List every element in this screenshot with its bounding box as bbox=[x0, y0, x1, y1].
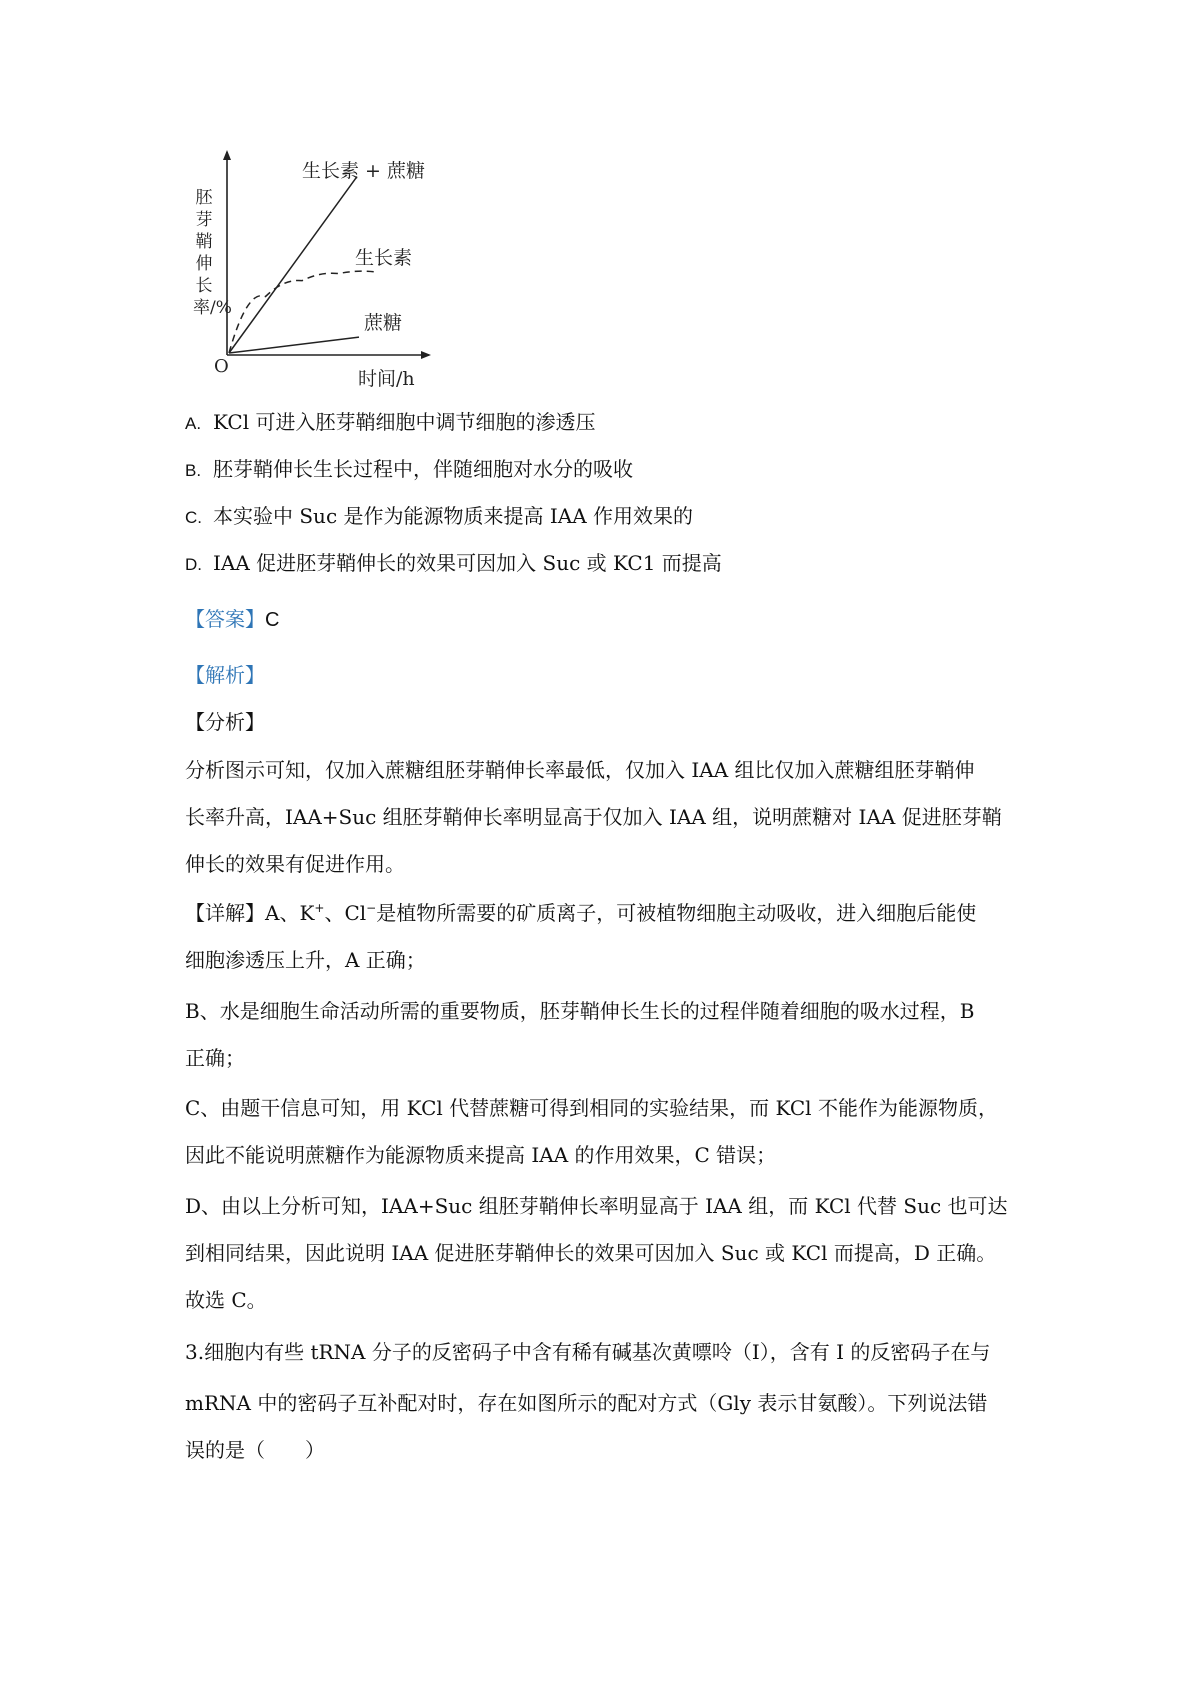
detail-a-part3: 是植物所需要的矿质离子，可被植物细胞主动吸收，进入细胞后能使 bbox=[376, 901, 977, 925]
detail-a-sup2: − bbox=[366, 901, 377, 915]
answer-value: C bbox=[265, 609, 280, 631]
series-line-2 bbox=[229, 271, 375, 353]
fenxi-line-3: 伸长的效果有促进作用。 bbox=[185, 852, 405, 876]
detail-a-sup1: + bbox=[314, 901, 325, 915]
option-c-text: 本实验中 Suc 是作为能源物质来提高 IAA 作用效果的 bbox=[213, 504, 693, 528]
series-label-sucrose: 蔗糖 bbox=[364, 312, 403, 334]
question3-line-1: 3.细胞内有些 tRNA 分子的反密码子中含有稀有碱基次黄嘌呤（I），含有 I 的反密码子在与 bbox=[185, 1340, 991, 1364]
option-b-text: 胚芽鞘伸长生长过程中，伴随细胞对水分的吸收 bbox=[213, 457, 633, 481]
series-label-auxin-sucrose: 生长素 + 蔗糖 bbox=[302, 160, 425, 182]
answer-label: 【答案】 bbox=[185, 607, 265, 631]
option-a bbox=[185, 408, 595, 438]
option-d-key: D. bbox=[185, 555, 202, 574]
option-b bbox=[185, 455, 633, 485]
fenxi-line-2: 长率升高，IAA+Suc 组胚芽鞘伸长率明显高于仅加入 IAA 组，说明蔗糖对 IAA 促进胚芽鞘 bbox=[185, 805, 1002, 829]
answer-line bbox=[185, 605, 279, 634]
detail-heading: 【详解】 bbox=[185, 901, 265, 925]
question3-line-3: 误的是（ ） bbox=[185, 1438, 325, 1462]
detail-b-line-2: 正确； bbox=[185, 1046, 245, 1070]
detail-c-line-1: C、由题干信息可知，用 KCl 代替蔗糖可得到相同的实验结果，而 KCl 不能作为能源物质， bbox=[185, 1096, 998, 1120]
x-axis-arrow-icon bbox=[421, 351, 431, 359]
series-line-1 bbox=[229, 177, 357, 353]
analysis-heading: 【解析】 bbox=[185, 663, 265, 687]
detail-a-part1: A、K bbox=[265, 901, 315, 925]
detail-conclusion: 故选 C。 bbox=[185, 1288, 267, 1312]
option-a-key: A. bbox=[185, 414, 202, 433]
option-c bbox=[185, 502, 693, 532]
detail-b-line-1: B、水是细胞生命活动所需的重要物质，胚芽鞘伸长生长的过程伴随着细胞的吸水过程，B bbox=[185, 999, 975, 1023]
detail-a-part2: 、Cl bbox=[324, 901, 367, 925]
x-axis-label: 时间/h bbox=[358, 368, 415, 390]
y-axis-label: 胚芽鞘伸长率/% bbox=[193, 188, 232, 318]
option-a-text: KCl 可进入胚芽鞘细胞中调节细胞的渗透压 bbox=[213, 410, 596, 434]
detail-a-line-1 bbox=[185, 899, 976, 927]
question3-line-2: mRNA 中的密码子互补配对时，存在如图所示的配对方式（Gly 表示甘氨酸）。下列说法错 bbox=[185, 1391, 988, 1415]
y-axis-arrow-icon bbox=[223, 150, 231, 160]
fenxi-line-1: 分析图示可知，仅加入蔗糖组胚芽鞘伸长率最低，仅加入 IAA 组比仅加入蔗糖组胚芽鞘伸 bbox=[185, 758, 975, 782]
detail-d-line-1: D、由以上分析可知，IAA+Suc 组胚芽鞘伸长率明显高于 IAA 组，而 KCl 代替 Suc 也可达 bbox=[185, 1194, 1008, 1218]
detail-c-line-2: 因此不能说明蔗糖作为能源物质来提高 IAA 的作用效果，C 错误； bbox=[185, 1143, 777, 1167]
option-b-key: B. bbox=[185, 461, 202, 480]
option-c-key: C. bbox=[185, 508, 202, 527]
option-d-text: IAA 促进胚芽鞘伸长的效果可因加入 Suc 或 KC1 而提高 bbox=[213, 551, 722, 575]
series-line-3 bbox=[229, 337, 359, 353]
option-d bbox=[185, 549, 722, 579]
detail-d-line-2: 到相同结果，因此说明 IAA 促进胚芽鞘伸长的效果可因加入 Suc 或 KCl 而提高，D 正确。 bbox=[185, 1241, 997, 1265]
origin-label: O bbox=[214, 356, 229, 377]
series-label-auxin: 生长素 bbox=[355, 247, 413, 269]
detail-a-line-2: 细胞渗透压上升，A 正确； bbox=[185, 948, 426, 972]
fenxi-heading: 【分析】 bbox=[185, 710, 265, 734]
